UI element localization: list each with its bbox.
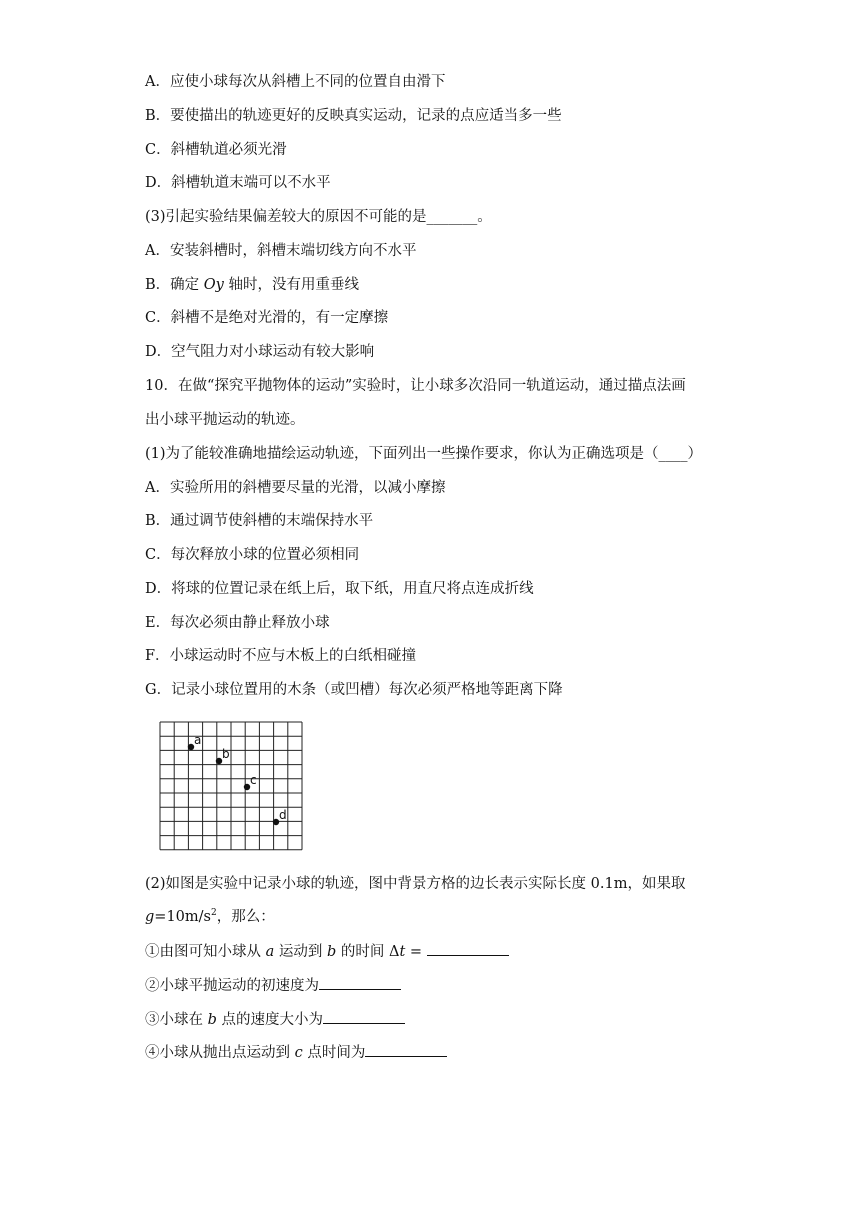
q10-part1-stem: (1)为了能较准确地描绘运动轨迹，下面列出一些操作要求，你认为正确选项是（____）: [145, 446, 703, 462]
gravity-symbol: g: [145, 909, 155, 925]
sub1-text-b: 运动到: [274, 944, 327, 960]
q9-part3-option-a: A．安装斜槽时，斜槽末端切线方向不水平: [145, 243, 417, 259]
sub1-var-t: t: [399, 944, 406, 960]
q10-part1-option-g: G．记录小球位置用的木条（或凹槽）每次必须严格地等距离下降: [145, 682, 563, 698]
answer-blank-2[interactable]: [319, 975, 401, 990]
trajectory-point-label-d: d: [279, 808, 287, 822]
trajectory-grid-figure: [150, 712, 310, 854]
sub4-var: c: [294, 1045, 303, 1061]
q10-sub4: [145, 1042, 447, 1063]
q9-option-b: B．要使描出的轨迹更好的反映真实运动，记录的点应适当多一些: [145, 108, 562, 124]
gravity-value: =10m/s: [154, 909, 211, 925]
part2-line2-tail: ，那么：: [216, 909, 275, 925]
q10-sub3: [145, 1009, 405, 1030]
trajectory-point-label-c: c: [250, 773, 257, 787]
q10-part1-option-f: F．小球运动时不应与木板上的白纸相碰撞: [145, 648, 417, 664]
sub3-text-b: 点的速度大小为: [216, 1012, 324, 1028]
q9-part3-option-b-prefix: B．确定: [145, 277, 204, 293]
sub1-var-b: b: [326, 944, 337, 960]
q10-part1-option-a: A．实验所用的斜槽要尽量的光滑，以减小摩擦: [145, 480, 446, 496]
q9-part3-option-c: C．斜槽不是绝对光滑的，有一定摩擦: [145, 310, 389, 326]
answer-blank-4[interactable]: [365, 1042, 447, 1057]
q10-stem-line2: 出小球平抛运动的轨迹。: [145, 412, 305, 428]
sub4-text-a: ④小球从抛出点运动到: [145, 1045, 295, 1061]
q9-part3-option-b-suffix: 轴时，没有用重垂线: [223, 277, 359, 293]
trajectory-point-label-b: b: [222, 747, 230, 761]
sub3-var: b: [207, 1012, 217, 1028]
q9-part3-option-d: D．空气阻力对小球运动有较大影响: [145, 344, 375, 360]
q9-part3-option-b-var: Oy: [203, 277, 224, 293]
q9-option-c: C．斜槽轨道必须光滑: [145, 142, 287, 158]
q9-part3-option-b: [145, 275, 359, 295]
q10-part1-option-c: C．每次释放小球的位置必须相同: [145, 547, 360, 563]
sub1-text-c: 的时间: [336, 944, 389, 960]
q10-sub2: [145, 975, 401, 996]
trajectory-point-label-a: a: [194, 733, 202, 747]
q10-sub1: [145, 941, 509, 962]
q9-part3-stem: (3)引起实验结果偏差较大的原因不可能的是_______。: [145, 209, 492, 225]
q10-part2-line1: (2)如图是实验中记录小球的轨迹，图中背景方格的边长表示实际长度 0.1m，如果取: [145, 876, 686, 892]
q10-part2-line2: [145, 907, 275, 927]
sub4-text-b: 点时间为: [302, 1045, 366, 1061]
sub1-eq: =: [405, 944, 427, 960]
q10-part1-option-e: E．每次必须由静止释放小球: [145, 615, 330, 631]
answer-blank-1[interactable]: [427, 941, 509, 956]
q10-part1-option-b: B．通过调节使斜槽的末端保持水平: [145, 513, 374, 529]
sub1-delta: Δ: [389, 944, 400, 960]
gravity-exponent: 2: [210, 908, 217, 919]
q9-option-d: D．斜槽轨道末端可以不水平: [145, 175, 331, 191]
answer-blank-3[interactable]: [323, 1009, 405, 1024]
sub3-text-a: ③小球在: [145, 1012, 208, 1028]
sub1-text-a: ①由图可知小球从: [145, 944, 266, 960]
sub1-var-a: a: [265, 944, 275, 960]
q9-option-a: A．应使小球每次从斜槽上不同的位置自由滑下: [145, 74, 446, 90]
sub2-text: ②小球平抛运动的初速度为: [145, 978, 319, 994]
q10-stem-line1: 10．在做“探究平抛物体的运动”实验时，让小球多次沿同一轨道运动，通过描点法画: [145, 378, 686, 394]
q10-part1-option-d: D．将球的位置记录在纸上后，取下纸，用直尺将点连成折线: [145, 581, 534, 597]
